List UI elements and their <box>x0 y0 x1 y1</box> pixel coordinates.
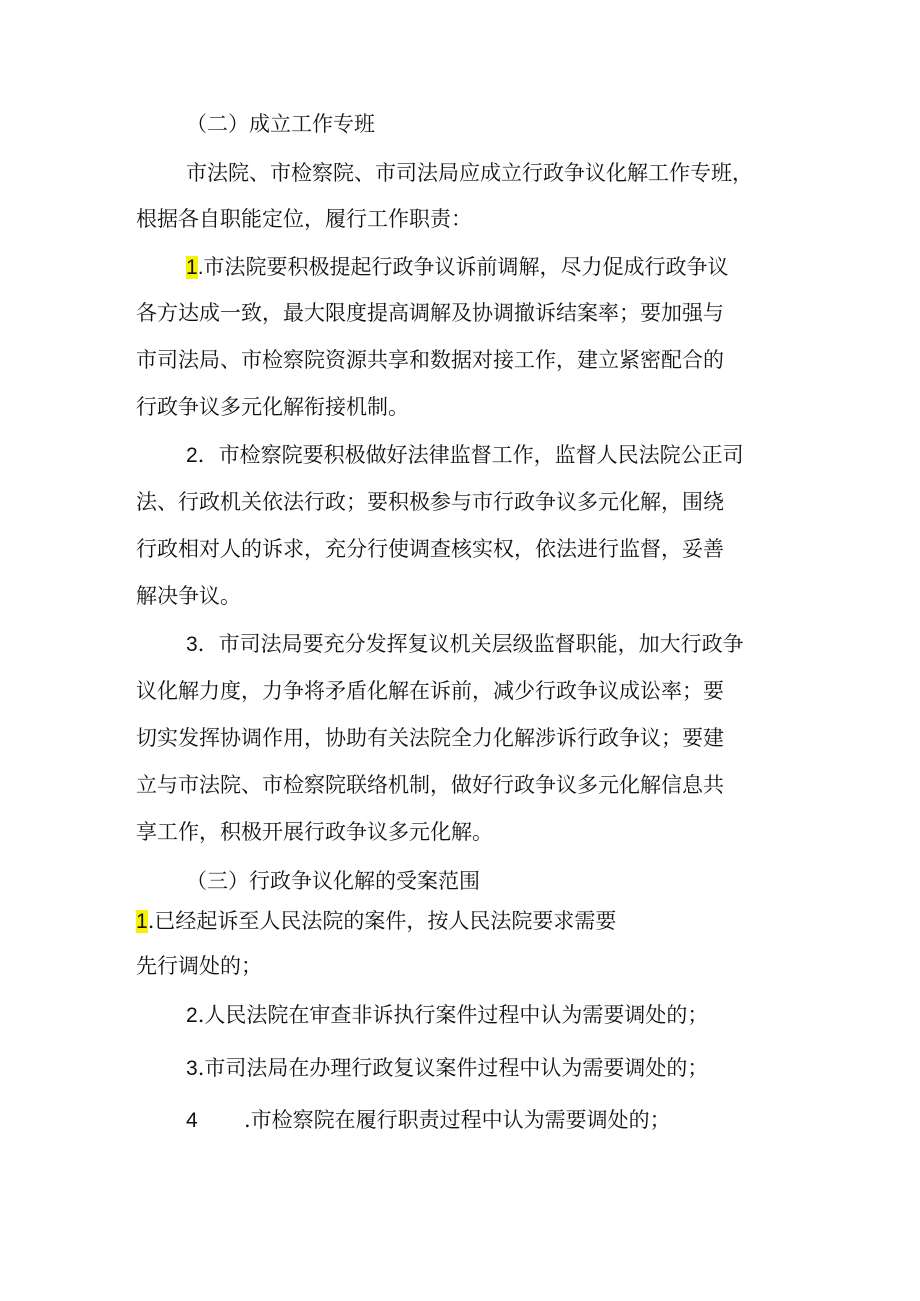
section2-item3-line-1 <box>186 629 744 660</box>
item-number-highlight: 1 <box>136 910 148 933</box>
section2-item1-line-2: 各方达成一致，最大限度提高调解及协调撤诉结案率；要加强与 <box>136 301 724 325</box>
item-text: .已经起诉至人民法院的案件，按人民法院要求需要 <box>147 909 617 933</box>
section3-item3 <box>186 1053 708 1084</box>
item-number: 2 <box>186 1004 198 1027</box>
item-text: .人民法院在审查非诉执行案件过程中认为需要调处的； <box>197 1003 709 1027</box>
section2-item3-line-2: 议化解力度，力争将矛盾化解在诉前，减少行政争议成讼率；要 <box>136 679 724 703</box>
section2-intro-line-2: 根据各自职能定位，履行工作职责： <box>136 207 472 231</box>
section2-item1-line-4: 行政争议多元化解衔接机制。 <box>136 395 409 419</box>
section2-item3-line-5: 享工作，积极开展行政争议多元化解。 <box>136 820 493 844</box>
section2-heading: （二）成立工作专班 <box>186 112 375 136</box>
section2-item2-line-1 <box>186 440 744 471</box>
section2-item3-line-3: 切实发挥协调作用，协助有关法院全力化解涉诉行政争议；要建 <box>136 726 724 750</box>
section3-item2 <box>186 1000 708 1031</box>
item-text: .市司法局在办理行政复议案件过程中认为需要调处的； <box>197 1056 709 1080</box>
section3-item4 <box>186 1105 671 1136</box>
section3-heading: （三）行政争议化解的受案范围 <box>186 869 480 893</box>
section2-item1-line-3: 市司法局、市检察院资源共享和数据对接工作，建立紧密配合的 <box>136 348 724 372</box>
section2-item2-line-2: 法、行政机关依法行政；要积极参与市行政争议多元化解，围绕 <box>136 490 724 514</box>
item-text: ．市司法局要充分发挥复议机关层级监督职能，加大行政争 <box>197 632 744 656</box>
item-text: ．市检察院要积极做好法律监督工作，监督人民法院公正司 <box>197 443 744 467</box>
item-number: 2 <box>186 444 198 467</box>
item-text: 市法院要积极提起行政争议诉前调解，尽力促成行政争议 <box>203 255 729 279</box>
section2-item1-line-1: 1.市法院要积极提起行政争议诉前调解，尽力促成行政争议 <box>186 255 729 279</box>
item-text: .市检察院在履行职责过程中认为需要调处的； <box>244 1108 671 1132</box>
item-number: 3 <box>186 1057 198 1080</box>
item-number: 3 <box>186 633 198 656</box>
item-number: 4 <box>186 1109 198 1132</box>
section3-item1-line-1 <box>136 906 616 937</box>
section2-item2-line-4: 解决争议。 <box>136 584 241 608</box>
section2-item3-line-4: 立与市法院、市检察院联络机制，做好行政争议多元化解信息共 <box>136 773 724 797</box>
item-number-highlight: 1 <box>186 256 198 279</box>
section2-intro-line-1: 市法院、市检察院、市司法局应成立行政争议化解工作专班， <box>186 161 753 185</box>
section3-item1-line-2: 先行调处的； <box>136 954 262 978</box>
section2-item2-line-3: 行政相对人的诉求，充分行使调查核实权，依法进行监督，妥善 <box>136 537 724 561</box>
